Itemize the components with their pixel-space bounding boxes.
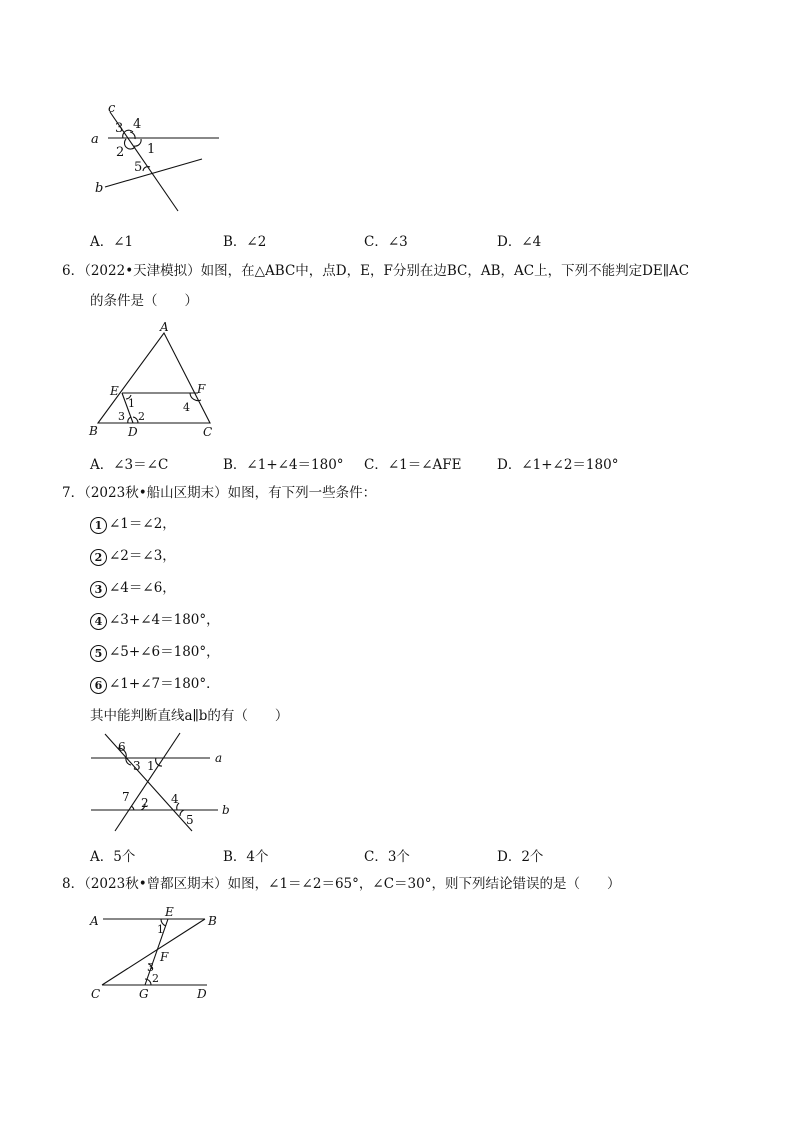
label-a: a — [91, 132, 99, 147]
label-e: E — [110, 384, 119, 398]
label-3: 3 — [118, 410, 125, 423]
label-5: 5 — [134, 160, 143, 175]
label-g: G — [139, 987, 149, 1001]
q7-figure — [85, 730, 245, 836]
label-4: 4 — [183, 401, 190, 414]
label-b: b — [222, 803, 230, 817]
label-2: 2 — [141, 796, 149, 810]
q7-option-c[interactable]: C．3个 — [364, 849, 410, 865]
circled-number: 5 — [90, 645, 107, 662]
label-c: C — [203, 425, 213, 439]
label-3: 3 — [133, 759, 141, 773]
label-2: 2 — [116, 145, 125, 160]
label-c: c — [108, 101, 116, 116]
arc-angle-7 — [131, 806, 134, 810]
label-a: A — [90, 914, 99, 928]
label-2: 2 — [138, 410, 145, 423]
condition-text: ∠5+∠6＝180°， — [109, 644, 220, 660]
q5-figure — [80, 95, 230, 220]
q5-option-b[interactable]: B．∠2 — [223, 234, 267, 250]
label-b: B — [208, 914, 217, 928]
line-b — [105, 159, 202, 187]
label-1: 1 — [147, 142, 156, 157]
q7-condition — [90, 579, 176, 598]
q6-option-a[interactable]: A．∠3＝∠C — [90, 457, 169, 473]
q6-option-c[interactable]: C．∠1＝∠AFE — [364, 457, 462, 473]
label-b: B — [89, 424, 98, 438]
q5-option-c[interactable]: C．∠3 — [364, 234, 408, 250]
label-d: D — [197, 987, 207, 1001]
q6-option-b[interactable]: B．∠1+∠4＝180° — [223, 457, 344, 473]
label-b: b — [95, 181, 104, 196]
q5-option-d[interactable]: D．∠4 — [497, 234, 542, 250]
condition-text: ∠3+∠4＝180°， — [109, 612, 220, 628]
q6-figure — [85, 320, 225, 442]
q6-stem-line2: 的条件是（ ） — [90, 293, 198, 309]
label-7: 7 — [122, 790, 130, 804]
arc-angle-3 — [128, 417, 131, 423]
label-e: E — [165, 905, 174, 919]
q7-option-b[interactable]: B．4个 — [223, 849, 269, 865]
q5-option-a[interactable]: A．∠1 — [90, 234, 134, 250]
arc-angle-3 — [123, 130, 133, 138]
q8-stem: 8．（2023秋•曾都区期末）如图，∠1＝∠2＝65°，∠C＝30°，则下列结论错误的是（ ） — [62, 876, 621, 892]
q7-stem: 7．（2023秋•船山区期末）如图，有下列一些条件： — [62, 485, 377, 501]
condition-text: ∠1＝∠2， — [109, 516, 176, 532]
condition-text: ∠2＝∠3， — [109, 548, 176, 564]
label-1: 1 — [157, 923, 164, 936]
condition-text: ∠4＝∠6， — [109, 580, 176, 596]
label-5: 5 — [186, 813, 194, 827]
label-f: F — [197, 382, 206, 396]
q7-condition — [90, 547, 176, 566]
label-6: 6 — [118, 740, 126, 754]
label-3: 3 — [115, 121, 124, 136]
arc-angle-1 — [134, 139, 141, 146]
triangle-abc — [98, 333, 210, 423]
q7-condition — [90, 643, 220, 662]
label-a: A — [160, 320, 169, 334]
q8-figure — [85, 905, 225, 1005]
label-1: 1 — [147, 759, 155, 773]
condition-text: ∠1+∠7＝180°． — [109, 676, 220, 692]
q6-option-d[interactable]: D．∠1+∠2＝180° — [497, 457, 619, 473]
circled-number: 6 — [90, 677, 107, 694]
label-d: D — [128, 425, 138, 439]
circled-number: 4 — [90, 613, 107, 630]
label-4: 4 — [171, 792, 179, 806]
circled-number: 1 — [90, 517, 107, 534]
q7-option-a[interactable]: A．5个 — [90, 849, 136, 865]
label-1: 1 — [128, 397, 135, 410]
circled-number: 3 — [90, 581, 107, 598]
q7-option-d[interactable]: D．2个 — [497, 849, 544, 865]
arc-angle-5 — [180, 810, 184, 816]
q7-condition — [90, 611, 220, 630]
label-3: 3 — [147, 961, 154, 974]
q7-condition — [90, 675, 220, 694]
q7-condition — [90, 515, 176, 534]
label-c: C — [91, 987, 101, 1001]
label-2: 2 — [152, 972, 159, 985]
label-f: F — [160, 950, 169, 964]
q6-stem-line1: 6．（2022•天津模拟）如图，在△ABC中，点D，E，F分别在边BC，AB，AC上，下列不能判定DE∥AC — [62, 263, 690, 279]
q7-question: 其中能判断直线a∥b的有（ ） — [90, 708, 289, 724]
circled-number: 2 — [90, 549, 107, 566]
label-4: 4 — [133, 117, 142, 132]
label-a: a — [215, 751, 223, 765]
